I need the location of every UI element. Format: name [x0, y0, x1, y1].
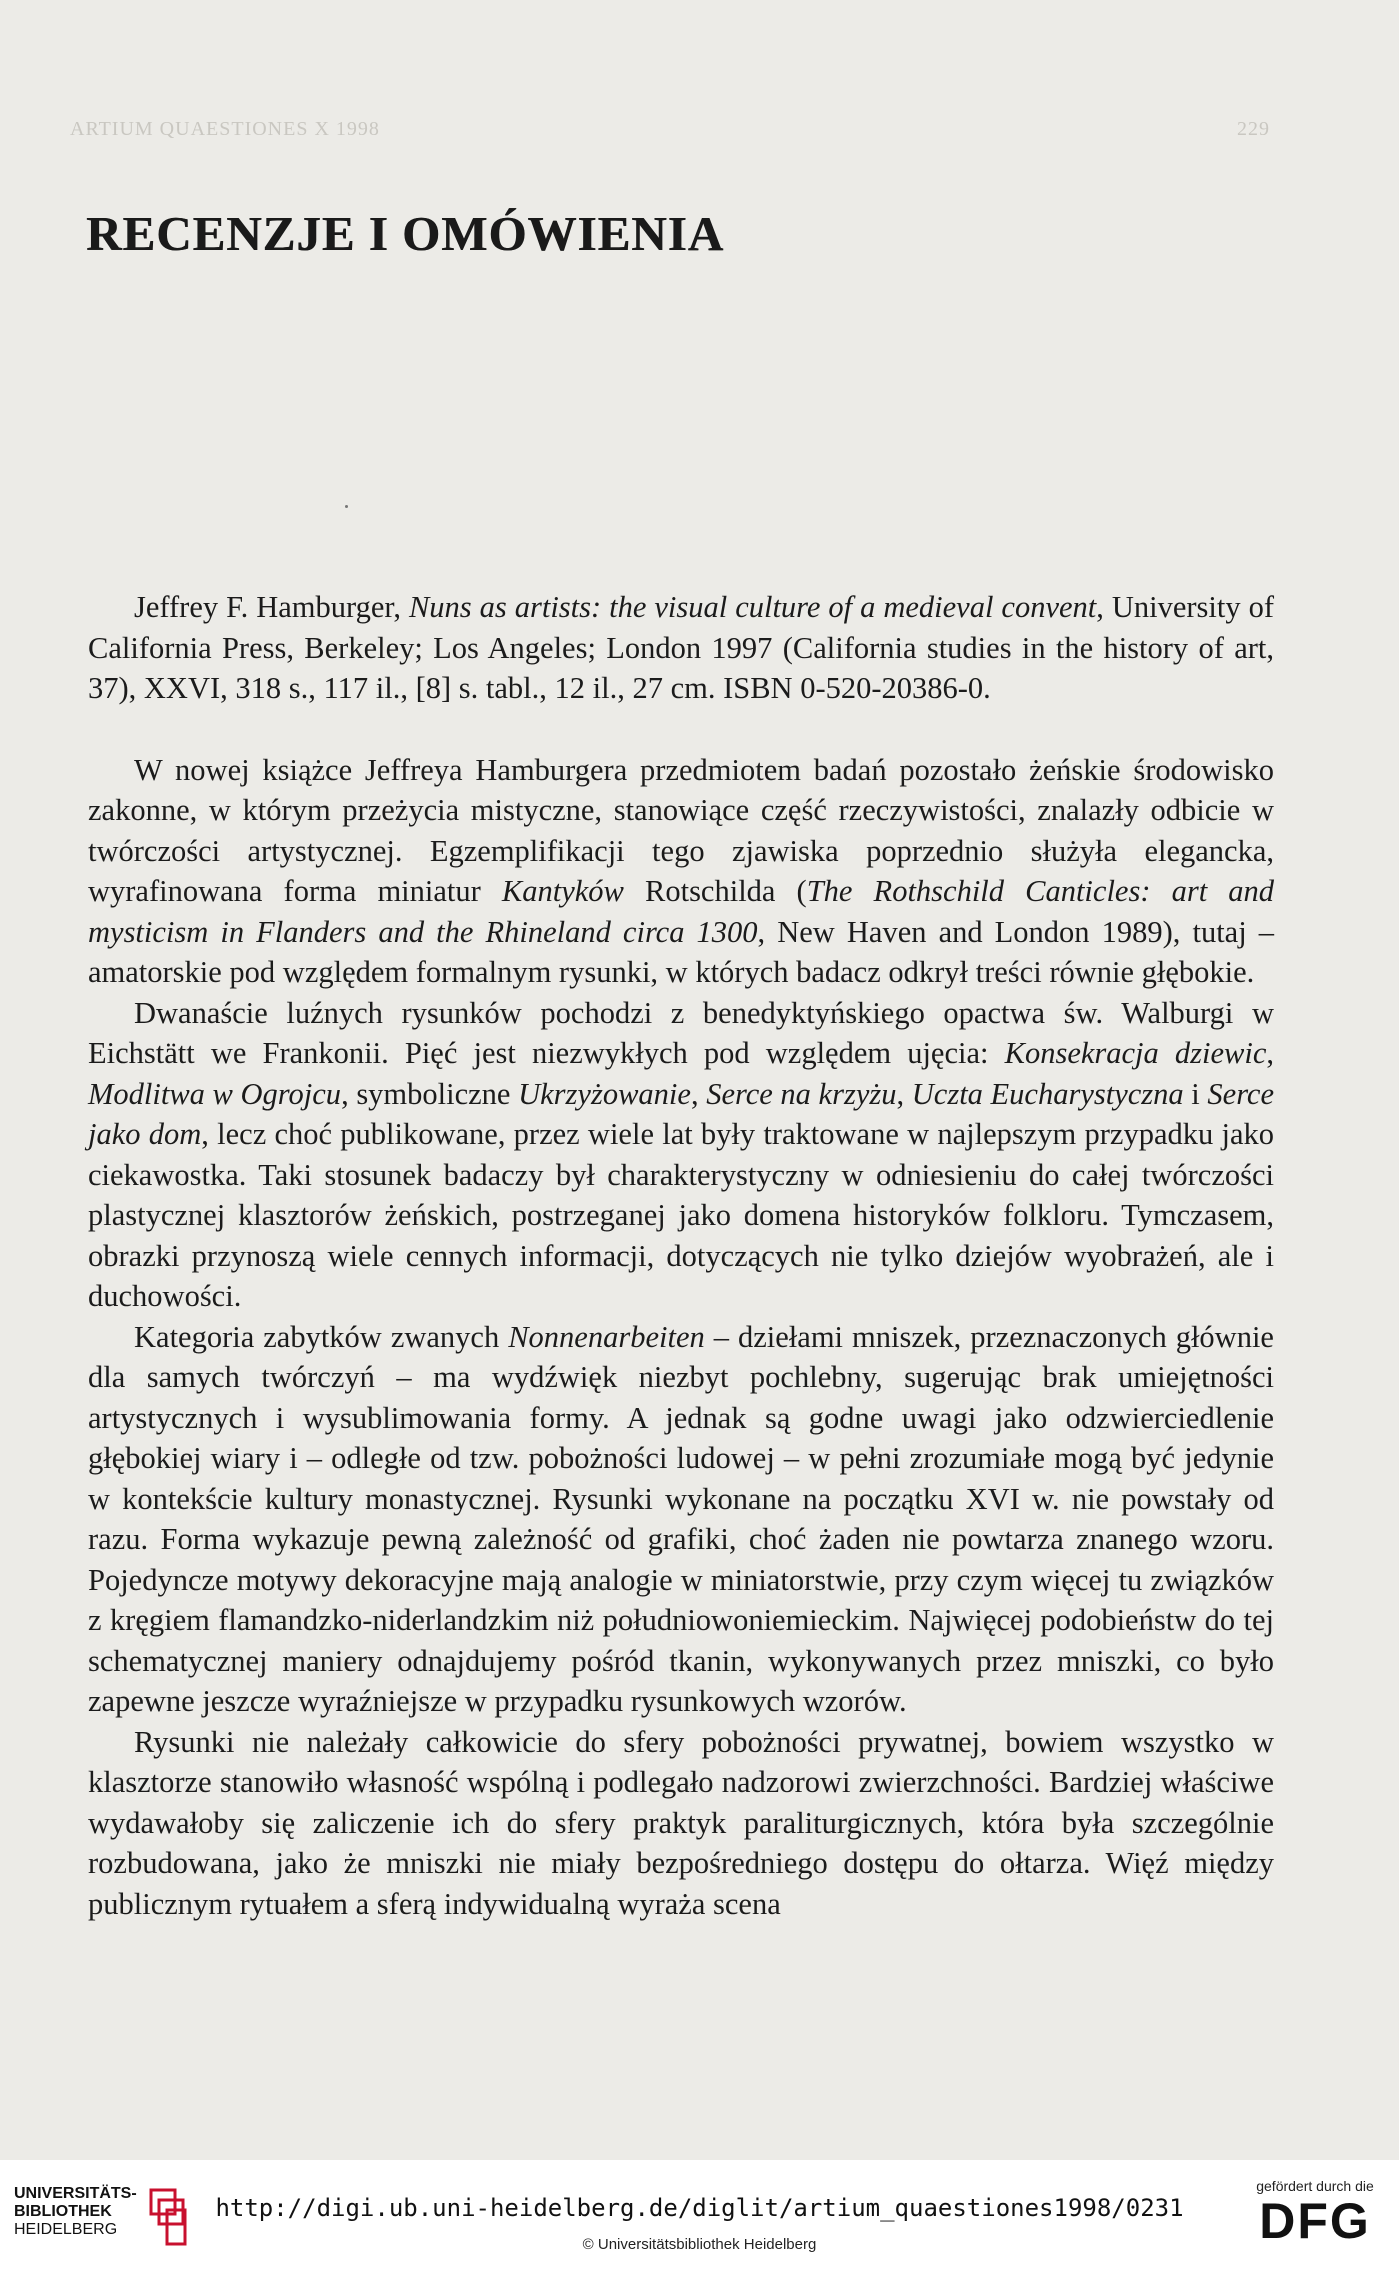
italic-title: Nonnenarbeiten: [508, 1319, 705, 1354]
paragraph: Kategoria zabytków zwanych Nonnenarbeiten – dziełami mniszek, przeznaczonych głównie dla samych twórczyń – ma wydźwięk niezbyt pochlebny, sugerując brak umiejętności artystycznych i wysublimowania formy. A jednak są godne uwagi jako odzwierciedlenie głębokiej wiary i – odległe od tzw. pobożności ludowej – w pełni zrozumiałe mogą być jedynie w kontekście kultury monastycznej. Rysunki wykonane na początku XVI w. nie powstały od razu. Forma wykazuje pewną zależność od grafiki, choć żaden nie powtarza znanego wzoru. Pojedyncze motywy dekoracyjne mają analogie w miniatorstwie, przy czym więcej tu związków z kręgiem flamandzko-niderlandzkim niż południowoniemieckim. Najwięcej podobieństw do tej schematycznej maniery odnajdujemy pośród tkanin, wykonywanych przez mniszki, co było zapewne jeszcze wyraźniejsze w przypadku rysunkowych wzorów.: [88, 1319, 1274, 1718]
running-head: [70, 118, 1270, 141]
italic-title: Modlitwa w Ogrojcu: [88, 1076, 342, 1111]
dfg-wordmark: DFG: [1259, 2193, 1371, 2249]
dfg-logo[interactable]: [1245, 2178, 1385, 2248]
page-number: 229: [1237, 118, 1270, 140]
review-body: [88, 587, 1274, 1924]
italic-title: Serce jako dom: [88, 1076, 1275, 1151]
italic-title: Uczta Eucharystyczna: [911, 1076, 1184, 1111]
italic-title: Serce na krzyżu: [706, 1076, 897, 1111]
italic-title: Konsekracja dziewic: [1004, 1036, 1267, 1070]
paragraph: Rysunki nie należały całkowicie do sfery pobożności prywatnej, bowiem wszystko w klasztorze stanowiło własność wspólną i podlegało nadzorowi zwierzchności. Bardziej właściwe wydawałoby się zaliczenie ich do sfery praktyk paraliturgicznych, która była szczególnie rozbudowana, jako że mniszki nie miały bezpośredniego dostępu do ołtarza. Więź między publicznym rytuałem a sferą indywidualną wyraża scena: [88, 1724, 1274, 1921]
library-name-line: UNIVERSITÄTS-: [14, 2185, 137, 2202]
paragraph: Dwanaście luźnych rysunków pochodzi z benedyktyńskiego opactwa św. Walburgi w Eichstätt we Frankonii. Pięć jest niezwykłych pod względem ujęcia: Konsekracja dziewic, Modlitwa w Ogrojcu, symboliczne Ukrzyżowanie, Serce na krzyżu, Uczta Eucharystyczna i Serce jako dom, lecz choć publikowane, przez wiele lat były traktowane w najlepszym przypadku jako ciekawostka. Taki stosunek badaczy był charakterystyczny w odniesieniu do całej twórczości plastycznej klasztorów żeńskich, postrzeganej jako domena historyków folkloru. Tymczasem, obrazki przynoszą wiele cennych informacji, dotyczących nie tylko dziejów wyobrażeń, ale i duchowości.: [88, 995, 1275, 1313]
copyright-notice: © Universitätsbibliothek Heidelberg: [582, 2236, 817, 2253]
digitization-footer: [0, 2160, 1399, 2270]
italic-title: The Rothschild Canticles: art and mysticism in Flanders and the Rhineland circa 1300: [88, 874, 1275, 949]
italic-title: Nuns as artists: the visual culture of a medieval convent: [408, 590, 1097, 624]
italic-title: Kantyków: [501, 874, 624, 908]
running-head-text: ARTIUM QUAESTIONES X 1998: [70, 118, 380, 140]
pencil-mark: [345, 505, 348, 508]
permalink-url[interactable]: http://digi.ub.uni-heidelberg.de/diglit/artium_quaestiones1998/0231: [215, 2194, 1184, 2222]
dfg-caption: gefördert durch die: [1256, 2178, 1374, 2194]
library-name-line: HEIDELBERG: [14, 2221, 118, 2238]
italic-title: Ukrzyżowanie: [518, 1076, 691, 1111]
paragraph: W nowej książce Jeffreya Hamburgera przedmiotem badań pozostało żeńskie środowisko zakonne, w którym przeżycia mistyczne, stanowiące część rzeczywistości, znalazły odbicie w twórczości artystycznej. Egzemplifikacji tego zjawiska poprzednio służyła elegancka, wyrafinowana forma miniatur Kantyków Rotschilda (The Rothschild Canticles: art and mysticism in Flanders and the Rhineland circa 1300, New Haven and London 1989), tutaj – amatorskie pod względem formalnym rysunki, w których badacz odkrył treści równie głębokie.: [88, 752, 1275, 989]
library-name-line: BIBLIOTHEK: [14, 2203, 112, 2220]
bibliographic-citation: Jeffrey F. Hamburger, Nuns as artists: the visual culture of a medieval convent, University of California Press, Berkeley; Los Angeles; London 1997 (California studies in the history of art, 37), XXVI, 318 s., 117 il., [8] s. tabl., 12 il., 27 cm. ISBN 0-520-20386-0.: [88, 590, 1275, 705]
section-title: RECENZJE I OMÓWIENIA: [86, 206, 725, 261]
